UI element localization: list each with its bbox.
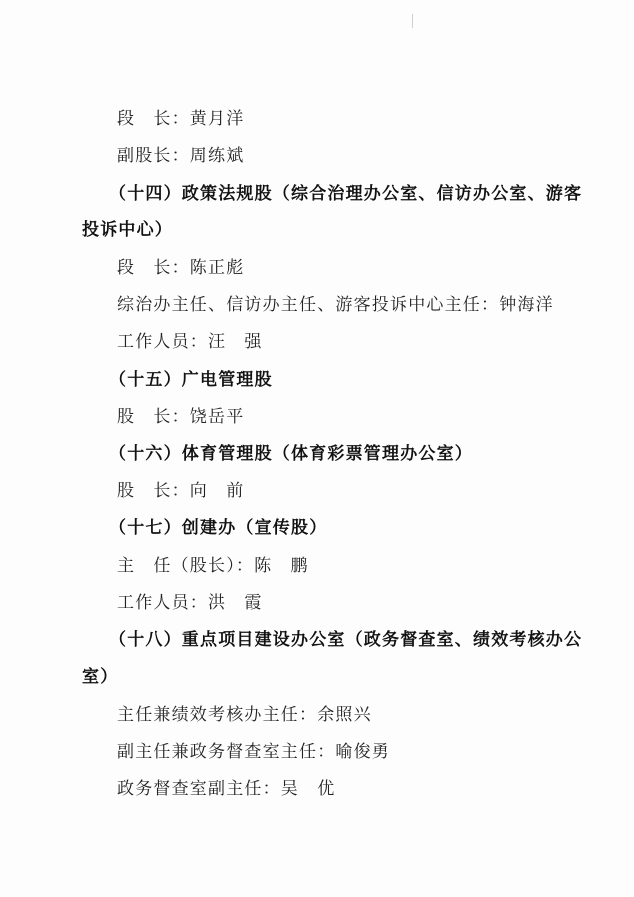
staff-line-office-director: 综治办主任、信访办主任、游客投诉中心主任：钟海洋	[117, 295, 554, 315]
section-heading-17: （十七）创建办（宣传股）	[109, 518, 328, 538]
section-heading-14: （十四）政策法规股（综合治理办公室、信访办公室、游客	[109, 184, 583, 204]
section-heading-16: （十六）体育管理股（体育彩票管理办公室）	[109, 444, 473, 464]
staff-line-deputy-director: 副主任兼政务督查室主任：喻俊勇	[117, 742, 390, 762]
staff-line-section-chief: 段 长：黄月洋	[117, 109, 245, 129]
staff-line-deputy-director: 政务督查室副主任：吴 优	[117, 779, 336, 799]
staff-line-section-chief: 段 长：陈正彪	[117, 258, 245, 278]
section-heading-18-continued: 室）	[82, 667, 119, 687]
staff-line-deputy-chief: 副股长：周练斌	[117, 146, 245, 166]
staff-line-director: 主 任（股长）：陈 鹏	[117, 556, 309, 576]
staff-line-section-chief: 股 长：向 前	[117, 481, 245, 501]
section-heading-18: （十八）重点项目建设办公室（政务督查室、绩效考核办公	[109, 630, 583, 650]
section-heading-15: （十五）广电管理股	[109, 370, 273, 390]
staff-line-staff-member: 工作人员：汪 强	[117, 332, 263, 352]
scan-mark	[412, 14, 413, 28]
staff-line-section-chief: 股 长：饶岳平	[117, 407, 245, 427]
section-heading-14-continued: 投诉中心）	[82, 220, 173, 240]
staff-line-director: 主任兼绩效考核办主任：余照兴	[117, 705, 372, 725]
staff-line-staff-member: 工作人员：洪 霞	[117, 593, 263, 613]
